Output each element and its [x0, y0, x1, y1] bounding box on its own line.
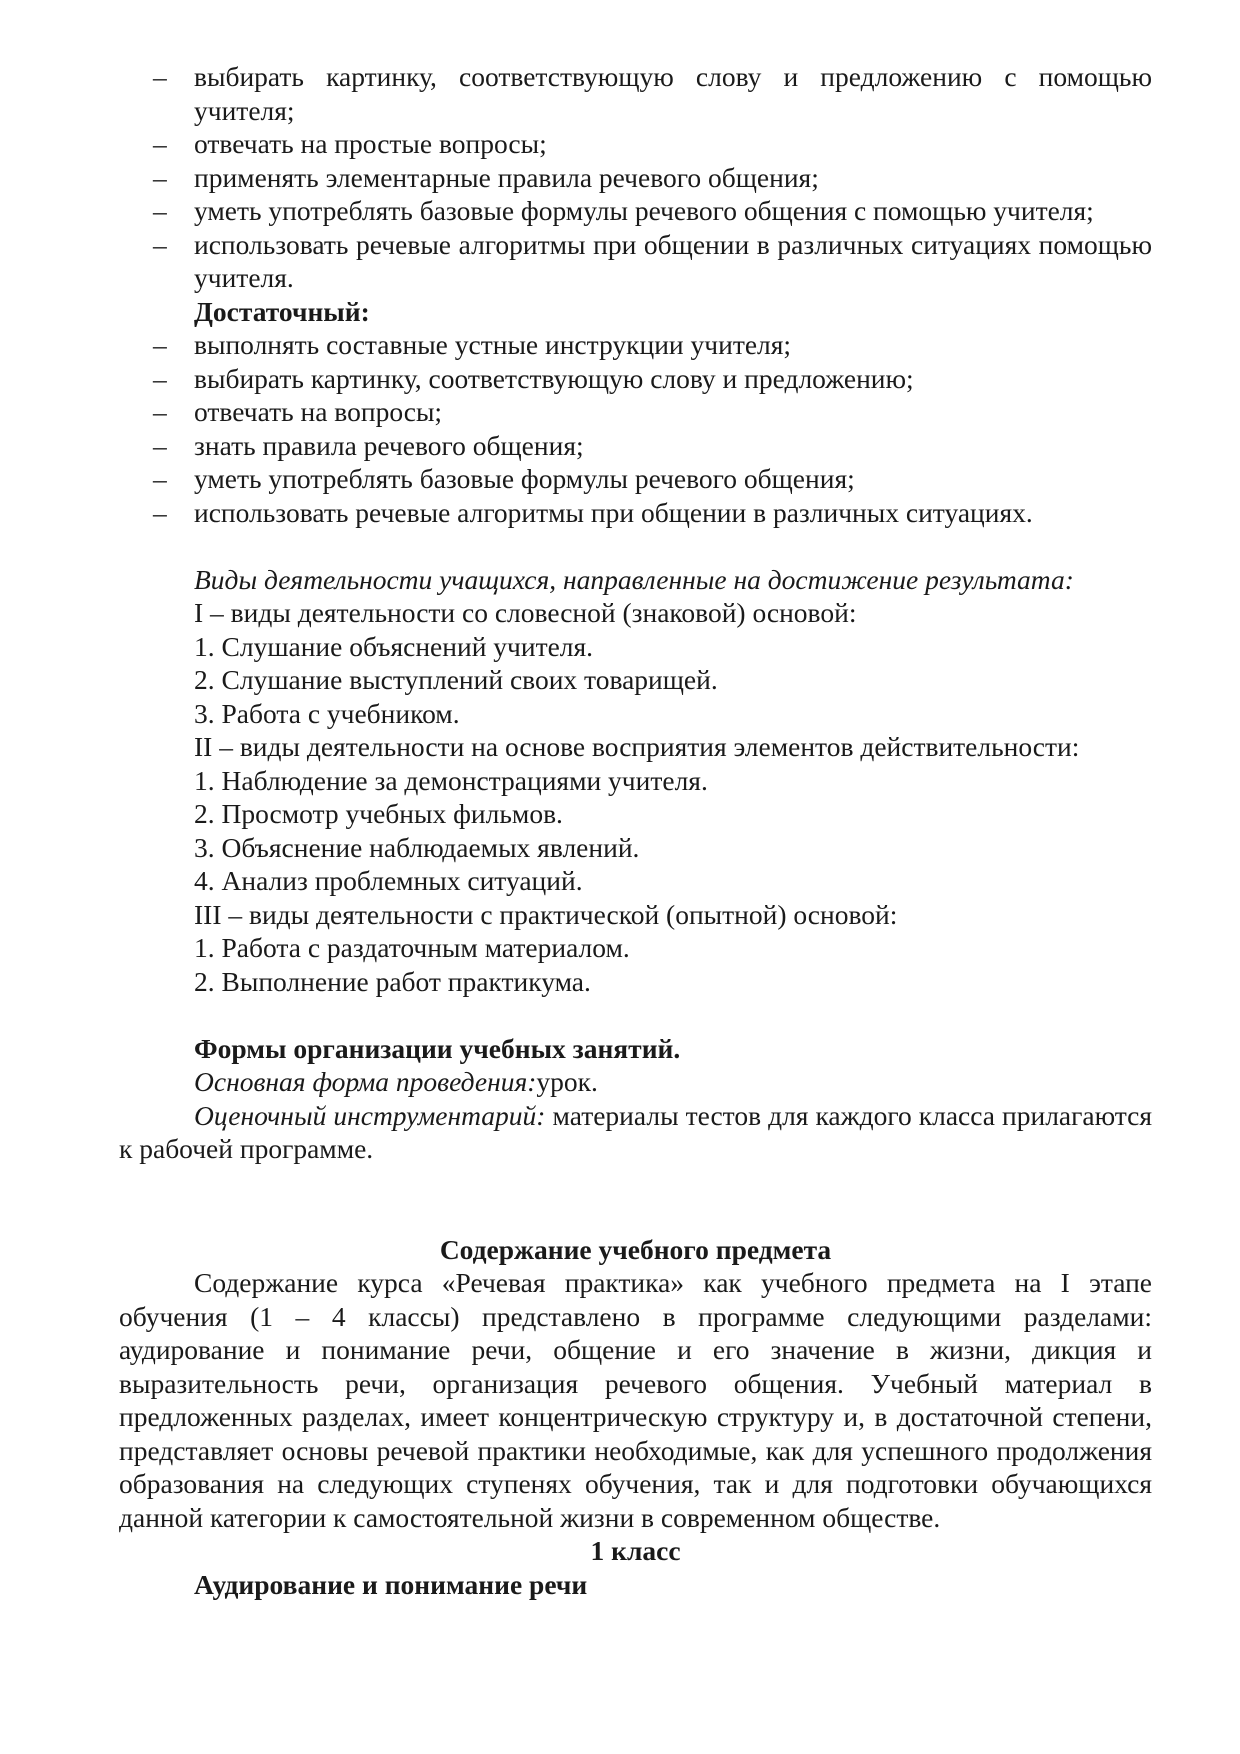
assessment-label: Оценочный инструментарий: [194, 1099, 546, 1131]
list-item: – отвечать на простые вопросы; [153, 128, 547, 159]
blank-line [119, 529, 1152, 563]
activity-item: 2. Просмотр учебных фильмов. [194, 798, 563, 829]
activity-group-title: III – виды деятельности с практической (опытной) основой: [194, 898, 898, 930]
list-item: – знать правила речевого общения; [153, 429, 584, 461]
list-item: – уметь употреблять базовые формулы речевого общения с помощью учителя; [153, 195, 1094, 226]
dash-marker: – [153, 161, 167, 193]
sufficient-heading: Достаточный: [194, 295, 370, 327]
section-heading: Аудирование и понимание речи [194, 1568, 588, 1600]
activity-item: 2. Слушание выступлений своих товарищей. [194, 664, 718, 695]
blank-line [119, 1166, 1152, 1233]
document-page [119, 60, 1152, 1601]
activities-heading: Виды деятельности учащихся, направленные на достижение результата: [194, 563, 1074, 595]
activity-group-title: I – виды деятельности со словесной (знаковой) основой: [194, 597, 857, 628]
dash-marker: – [153, 228, 167, 260]
assessment-paragraph [119, 1099, 1152, 1166]
activity-item: 1. Наблюдение за демонстрациями учителя. [194, 764, 708, 796]
list-item: – уметь употреблять базовые формулы речевого общения; [153, 463, 855, 494]
activity-item: 1. Слушание объяснений учителя. [194, 630, 594, 662]
activity-item: 3. Объяснение наблюдаемых явлений. [194, 831, 640, 863]
dash-marker: – [153, 496, 167, 528]
list-item: – использовать речевые алгоритмы при общении в различных ситуациях помощью учителя. [153, 228, 1152, 293]
dash-marker: – [153, 329, 167, 360]
list-item: – выполнять составные устные инструкции учителя; [153, 329, 792, 360]
activity-group-title: II – виды деятельности на основе восприятия элементов действительности: [194, 731, 1080, 762]
main-form-label: Основная форма проведения: [194, 1066, 537, 1097]
dash-marker: – [153, 429, 167, 461]
activity-item: 4. Анализ проблемных ситуаций. [194, 865, 583, 896]
dash-marker: – [153, 61, 167, 92]
dash-marker: – [153, 463, 167, 494]
grade-heading: 1 класс [590, 1535, 681, 1566]
blank-line [119, 998, 1152, 1032]
activity-item: 1. Работа с раздаточным материалом. [194, 932, 630, 963]
dash-marker: – [153, 362, 167, 394]
list-item: – отвечать на вопросы; [153, 396, 443, 427]
dash-marker: – [153, 128, 167, 159]
dash-marker: – [153, 396, 167, 427]
dash-marker: – [153, 195, 167, 226]
list-item: – применять элементарные правила речевого общения; [153, 161, 819, 193]
activity-item: 2. Выполнение работ практикума. [194, 965, 591, 997]
content-heading: Содержание учебного предмета [439, 1233, 832, 1265]
sufficient-level-list [119, 328, 1152, 529]
forms-heading: Формы организации учебных занятий. [194, 1032, 681, 1064]
list-item: – использовать речевые алгоритмы при общении в различных ситуациях. [153, 496, 1033, 528]
assessment-value: материалы тестов для каждого класса прилагаются к рабочей программе. [119, 1099, 1152, 1164]
activity-item: 3. Работа с учебником. [194, 697, 460, 729]
main-form-line [119, 1065, 1152, 1099]
list-item: – выбирать картинку, соответствующую слову и предложению; [153, 362, 914, 394]
list-item: – выбирать картинку, соответствующую слову и предложению с помощью учителя; [153, 61, 1152, 126]
minimal-level-list [119, 60, 1152, 295]
main-form-value: урок. [536, 1066, 598, 1097]
content-paragraph: Содержание курса «Речевая практика» как учебного предмета на I этапе обучения (1 – 4 классы) представлено в программе следующими разделами: аудирование и понимание речи, общение и его значение в жизни, дикция и выразительность речи, организация речевого общения. Учебный материал в предложенных разделах, имеет концентрическую структуру и, в достаточной степени, представляет основы речевой практики необходимые, как для успешного продолжения образования на следующих ступенях обучения, так и для подготовки обучающихся данной категории к самостоятельной жизни в современном обществе. [119, 1267, 1152, 1533]
